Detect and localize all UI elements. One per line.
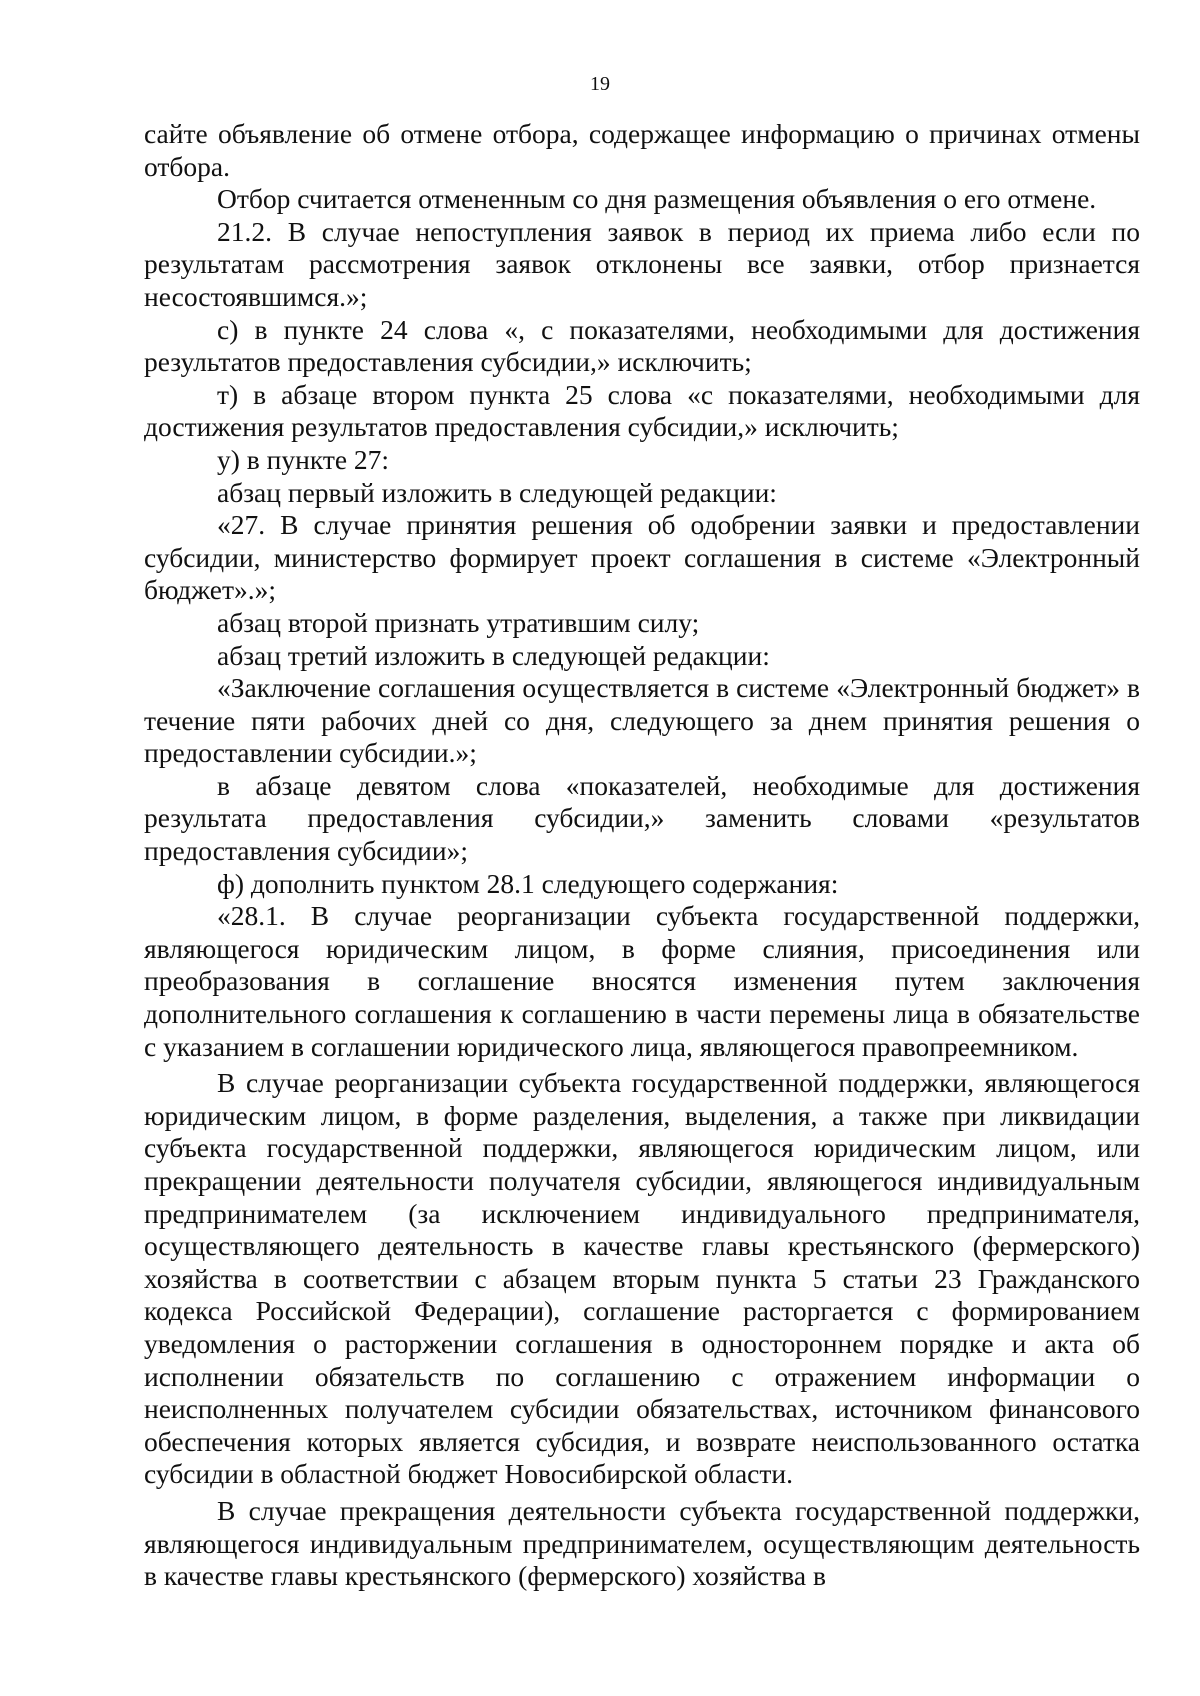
paragraph-7: абзац первый изложить в следующей редакции: — [217, 476, 777, 508]
paragraph-9: абзац второй признать утратившим силу; — [217, 606, 700, 638]
paragraph-3: 21.2. В случае непоступления заявок в период их приема либо если по результатам рассмотрения заявок отклонены все заявки, отбор признается несостоявшимся.»; — [144, 215, 1140, 312]
paragraph-1: сайте объявление об отмене отбора, содержащее информацию о причинах отмены отбора. — [144, 118, 1140, 182]
paragraph-15: В случае реорганизации субъекта государственной поддержки, являющегося юридическим лицом, в форме разделения, выделения, а также при ликвидации субъекта государственной поддержки, являющегося юридическим лицом, или прекращении деятельности получателя субсидии, являющегося индивидуальным предпринимателем (за исключением индивидуального предпринимателя, осуществляющего деятельность в качестве главы крестьянского (фермерского) хозяйства в соответствии с абзацем вторым пункта 5 статьи 23 Гражданского кодекса Российской Федерации), соглашение расторгается с формированием уведомления о расторжении соглашения в одностороннем порядке и акта об исполнении обязательств по соглашению с отражением информации о неисполненных получателем субсидии обязательствах, источником финансового обеспечения которых является субсидия, и возврате неиспользованного остатка субсидии в областной бюджет Новосибирской области. — [144, 1067, 1140, 1490]
document-body — [144, 118, 1140, 1593]
paragraph-4: с) в пункте 24 слова «, с показателями, необходимыми для достижения результатов предоставления субсидии,» исключить; — [144, 313, 1140, 378]
paragraph-10: абзац третий изложить в следующей редакции: — [217, 639, 770, 671]
paragraph-11: «Заключение соглашения осуществляется в системе «Электронный бюджет» в течение пяти рабочих дней со дня, следующего за днем принятия решения о предоставлении субсидии.»; — [144, 672, 1140, 769]
paragraph-14: «28.1. В случае реорганизации субъекта государственной поддержки, являющегося юридическим лицом, в форме слияния, присоединения или преобразования в соглашение вносятся изменения путем заключения дополнительного соглашения к соглашению в части перемены лица в обязательстве с указанием в соглашении юридического лица, являющегося правопреемником. — [144, 900, 1140, 1062]
page-number: 19 — [590, 73, 610, 95]
paragraph-6: у) в пункте 27: — [217, 443, 390, 475]
paragraph-5: т) в абзаце втором пункта 25 слова «с показателями, необходимыми для достижения результатов предоставления субсидии,» исключить; — [144, 378, 1140, 443]
paragraph-2: Отбор считается отмененным со дня размещения объявления о его отмене. — [217, 183, 1097, 215]
paragraph-8: «27. В случае принятия решения об одобрении заявки и предоставлении субсидии, министерство формирует проект соглашения в системе «Электронный бюджет».»; — [144, 509, 1140, 606]
paragraph-13: ф) дополнить пунктом 28.1 следующего содержания: — [217, 867, 839, 899]
paragraph-12: в абзаце девятом слова «показателей, необходимые для достижения результата предоставления субсидии,» заменить словами «результатов предоставления субсидии»; — [144, 769, 1140, 867]
paragraph-16: В случае прекращения деятельности субъекта государственной поддержки, являющегося индивидуальным предпринимателем, осуществляющим деятельность в качестве главы крестьянского (фермерского) хозяйства в — [144, 1494, 1140, 1592]
